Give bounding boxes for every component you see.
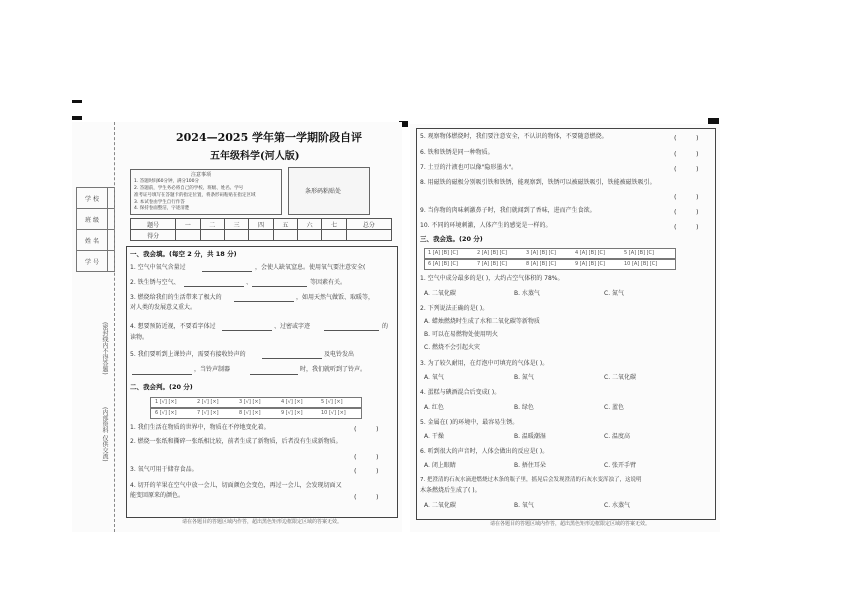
score-header-cell: 五 (273, 219, 297, 230)
score-cell[interactable] (200, 230, 224, 241)
fill-blank[interactable] (262, 358, 322, 359)
judge-question: 10. 不同的环境刺激，人体产生的感觉是一样的。 (420, 222, 552, 229)
choice-option[interactable]: B. 可以在易燃物处使用明火 (424, 331, 498, 338)
answer-parens[interactable]: ( ) (354, 467, 379, 475)
binding-note-1: (密封线内不得答题) (101, 322, 108, 375)
fill-blank[interactable] (202, 271, 252, 272)
section1-title: 一、我会填。(每空 2 分，共 18 分) (130, 250, 237, 258)
fill-blank[interactable] (184, 286, 244, 287)
fill-question: 4. 想要预防近视，不要看字体过 (130, 323, 216, 330)
choice-answer-row (424, 259, 676, 270)
choice-answer-cell[interactable]: 1 [A] [B] [C] (428, 250, 458, 256)
judge-answer-row (150, 397, 362, 408)
judge-question: 4. 切开的苹果在空气中放一会儿，切面颜色会变色，再过一会儿，会发现切面又 (130, 482, 342, 489)
school-label: 学 校 (77, 188, 108, 209)
choice-option[interactable]: C. 水蒸气 (604, 502, 631, 509)
judge-answer-cell[interactable]: 4 [√] [×] (281, 399, 303, 405)
choice-answer-cell[interactable]: 6 [A] [B] [C] (428, 261, 458, 267)
choice-option[interactable]: C. 二氧化碳 (604, 374, 637, 381)
choice-answer-cell[interactable]: 9 [A] [B] [C] (575, 261, 605, 267)
instructions-box (130, 169, 282, 215)
fill-question: 5. 我们要听到上课铃声，需要有接收铃声的 (130, 351, 246, 358)
choice-option[interactable]: B. 水蒸气 (514, 290, 540, 297)
score-cell[interactable] (346, 230, 391, 241)
score-cell[interactable] (176, 230, 200, 241)
judge-answer-cell[interactable]: 8 [√] [×] (239, 410, 261, 416)
student-info-table (76, 187, 115, 272)
judge-question: 5. 观察物体燃烧时，我们要注意安全，不认识的物体，不要随意燃烧。 (420, 133, 608, 140)
instruction-line: 3. 本试卷由学生自行作答 (134, 200, 185, 205)
judge-answer-cell[interactable]: 2 [√] [×] (197, 399, 219, 405)
choice-option[interactable]: A. 闭上眼睛 (424, 462, 456, 469)
score-cell[interactable] (298, 230, 322, 241)
binding-line (114, 122, 115, 532)
fill-blank[interactable] (252, 286, 307, 287)
choice-option[interactable]: A. 红色 (424, 404, 444, 411)
choice-answer-row (424, 248, 676, 259)
judge-answer-cell[interactable]: 5 [√] [×] (321, 399, 343, 405)
instruction-line: 准考证号填写在答题卡的指定位置，将条形码粘贴在指定区域 (134, 193, 256, 198)
score-header-cell: 题号 (131, 219, 176, 230)
fill-question-text: 的 (382, 323, 389, 330)
score-header-cell: 七 (322, 219, 346, 230)
choice-answer-cell[interactable]: 7 [A] [B] [C] (477, 261, 507, 267)
answer-parens[interactable]: ( ) (674, 150, 699, 158)
judge-answer-cell[interactable]: 7 [√] [×] (197, 410, 219, 416)
answer-parens[interactable]: ( ) (354, 453, 379, 461)
section3-title: 三、我会选。(20 分) (420, 235, 483, 243)
registration-mark (72, 100, 82, 103)
choice-option[interactable]: B. 氮气 (514, 374, 534, 381)
answer-parens[interactable]: ( ) (354, 493, 379, 501)
choice-question: 3. 为了较久耐用，在灯泡中可填充的气体是( )。 (420, 360, 549, 367)
choice-option[interactable]: B. 绿色 (514, 404, 534, 411)
choice-option[interactable]: C. 燃烧不会引起火灾 (424, 344, 481, 351)
choice-answer-cell[interactable]: 4 [A] [B] [C] (575, 250, 605, 256)
class-label: 班 级 (77, 209, 108, 230)
choice-question: 4. 蛋糕与碘酒混合后变成( )。 (420, 389, 501, 396)
choice-option[interactable]: C. 氮气 (604, 290, 625, 297)
fill-question-text: 时，我们就听到了铃声。 (300, 366, 367, 373)
choice-option[interactable]: A. 蜡烛燃烧时生成了水和二氧化碳等新物质 (424, 318, 540, 325)
judge-answer-row (150, 408, 362, 419)
fill-question: 3. 燃烧给我们的生活带来了极大的 (130, 294, 222, 301)
instructions-title: 注意事项 (191, 172, 212, 178)
fill-blank[interactable] (132, 374, 192, 375)
choice-option[interactable]: A. 二氧化碳 (424, 290, 456, 297)
choice-question: 1. 空气中成分最多的是( )，大约占空气体积的 78%。 (420, 275, 564, 282)
answer-parens[interactable]: ( ) (674, 165, 699, 173)
judge-answer-cell[interactable]: 1 [√] [×] (155, 399, 177, 405)
choice-answer-cell[interactable]: 5 [A] [B] [C] (624, 250, 654, 256)
fill-blank[interactable] (222, 330, 272, 331)
judge-answer-cell[interactable]: 6 [√] [×] (155, 410, 177, 416)
fill-question-text: 、 (246, 279, 253, 286)
score-cell[interactable] (273, 230, 297, 241)
answer-parens[interactable]: ( ) (354, 425, 379, 433)
choice-question: 2. 下列说法正确的是( )。 (420, 305, 489, 312)
fill-question-text: 及电铃发出 (324, 351, 355, 358)
choice-answer-cell[interactable]: 3 [A] [B] [C] (526, 250, 556, 256)
barcode-area (288, 167, 370, 215)
choice-option[interactable]: A. 氧气 (424, 374, 444, 381)
score-table (130, 218, 392, 241)
score-cell[interactable] (322, 230, 346, 241)
score-row-label: 得分 (131, 230, 176, 241)
section2-title: 二、我会判。(20 分) (130, 383, 193, 391)
answer-parens[interactable]: ( ) (674, 193, 699, 201)
choice-answer-cell[interactable]: 10 [A] [B] [C] (624, 261, 658, 267)
barcode-label: 条形码粘贴处 (305, 188, 342, 195)
answer-parens[interactable]: ( ) (674, 223, 699, 231)
fill-blank[interactable] (324, 330, 379, 331)
answer-parens[interactable]: ( ) (674, 208, 699, 216)
choice-answer-cell[interactable]: 8 [A] [B] [C] (526, 261, 556, 267)
judge-question: 9. 当你物的肉味刺激鼻子时，我们就闻到了香味，进而产生食欲。 (420, 207, 596, 214)
choice-question: 5. 金属在( )的环境中，最容易生锈。 (420, 419, 519, 426)
instruction-line: 2. 答题前，学生务必将自己的学校、班级、姓名、学号 (134, 186, 244, 191)
score-cell[interactable] (249, 230, 273, 241)
score-header-cell: 一 (176, 219, 200, 230)
judge-question: 3. 氧气可用于储存食品。 (130, 466, 198, 473)
judge-question: 能变回原来的颜色。 (130, 492, 185, 499)
choice-question: 6. 听到很大的声音时，人体会做出的反应是( )。 (420, 448, 549, 455)
choice-option[interactable]: A. 二氧化碳 (424, 502, 456, 509)
judge-question: 2. 燃烧一张纸和撕碎一张纸相比较，前者生成了新物质，后者没有生成新物质。 (130, 438, 342, 445)
fill-question-text: 等因素有关。 (310, 279, 347, 286)
judge-question: 7. 土豆的汁液也可以像"隐形墨水"。 (420, 164, 518, 171)
choice-option[interactable]: C. 蓝色 (604, 404, 625, 411)
score-header-cell: 四 (249, 219, 273, 230)
exam-title: 2024—2025 学年第一学期阶段自评 (176, 131, 363, 144)
choice-option[interactable]: B. 氧气 (514, 502, 534, 509)
choice-answer-cell[interactable]: 2 [A] [B] [C] (477, 250, 507, 256)
binding-note-2: (内部资料 仅供交流) (101, 407, 108, 462)
name-label: 姓 名 (77, 230, 108, 251)
fill-blank[interactable] (250, 374, 298, 375)
choice-option[interactable]: C. 张开手臂 (604, 462, 637, 469)
score-header-cell: 三 (224, 219, 248, 230)
fill-question-text: ，如用天然气做饭、取暖等， (296, 294, 375, 301)
left-exam-page (72, 122, 402, 532)
choice-question: 7. 把澄清的石灰水滴进燃烧过木条的瓶子里，摇晃后会发现澄清的石灰水变浑浊了，这说明 (420, 477, 642, 483)
page-footer: 请在各题目的答题区域内作答，超出黑色矩形边框限定区域的答案无效。 (181, 519, 342, 525)
fill-question: 1. 空气中氧气含量过 (130, 264, 186, 271)
judge-question: 6. 铁和铁锈是同一种物质。 (420, 149, 494, 156)
answer-parens[interactable]: ( ) (674, 134, 699, 142)
score-header-cell: 二 (200, 219, 224, 230)
right-exam-page (410, 124, 720, 532)
instruction-line: 1. 答题时间60分钟，满分100分 (134, 179, 200, 184)
fill-question-text: ，会使人缺氧窒息。使用氧气要注意安全( (255, 264, 366, 271)
judge-answer-cell[interactable]: 10 [√] [×] (321, 410, 346, 416)
judge-answer-cell[interactable]: 3 [√] [×] (239, 399, 261, 405)
fill-question: 对人类的发展意义重大。 (130, 304, 197, 311)
student-number-label: 学 号 (77, 251, 108, 272)
score-cell[interactable] (224, 230, 248, 241)
choice-question-continued: 木条燃烧后生成了( )。 (420, 487, 481, 494)
choice-option[interactable]: A. 干燥 (424, 433, 444, 440)
fill-question-text: ，当铃声制器 (194, 366, 231, 373)
choice-option[interactable]: C. 温度高 (604, 433, 631, 440)
fill-question: 2. 铁生锈与空气、 (130, 279, 180, 286)
choice-option[interactable]: B. 捂住耳朵 (514, 462, 546, 469)
judge-question: 1. 我们生活在物质的世界中，物质在不停地变化着。 (130, 424, 270, 431)
score-header-cell: 六 (298, 219, 322, 230)
page-footer: 请在各题目的答题区域内作答，超出黑色矩形边框限定区域的答案无效。 (489, 521, 650, 527)
judge-answer-cell[interactable]: 9 [√] [×] (281, 410, 303, 416)
judge-question: 8. 用磁铁的磁极分别吸引铁和铁锈，能观察到，铁锈可以被磁铁吸引，铁能被磁铁吸引。 (420, 179, 656, 186)
score-header-cell: 总分 (346, 219, 391, 230)
fill-blank[interactable] (234, 301, 294, 302)
instruction-line: 4. 保持卷面整洁，字迹清楚 (134, 206, 190, 211)
fill-question: 读物。 (130, 334, 149, 341)
fill-question-text: 、过密或字迹 (274, 323, 311, 330)
choice-option[interactable]: B. 温暖潮湿 (514, 433, 546, 440)
registration-mark (72, 116, 82, 120)
exam-subtitle: 五年级科学(河人版) (210, 151, 300, 162)
